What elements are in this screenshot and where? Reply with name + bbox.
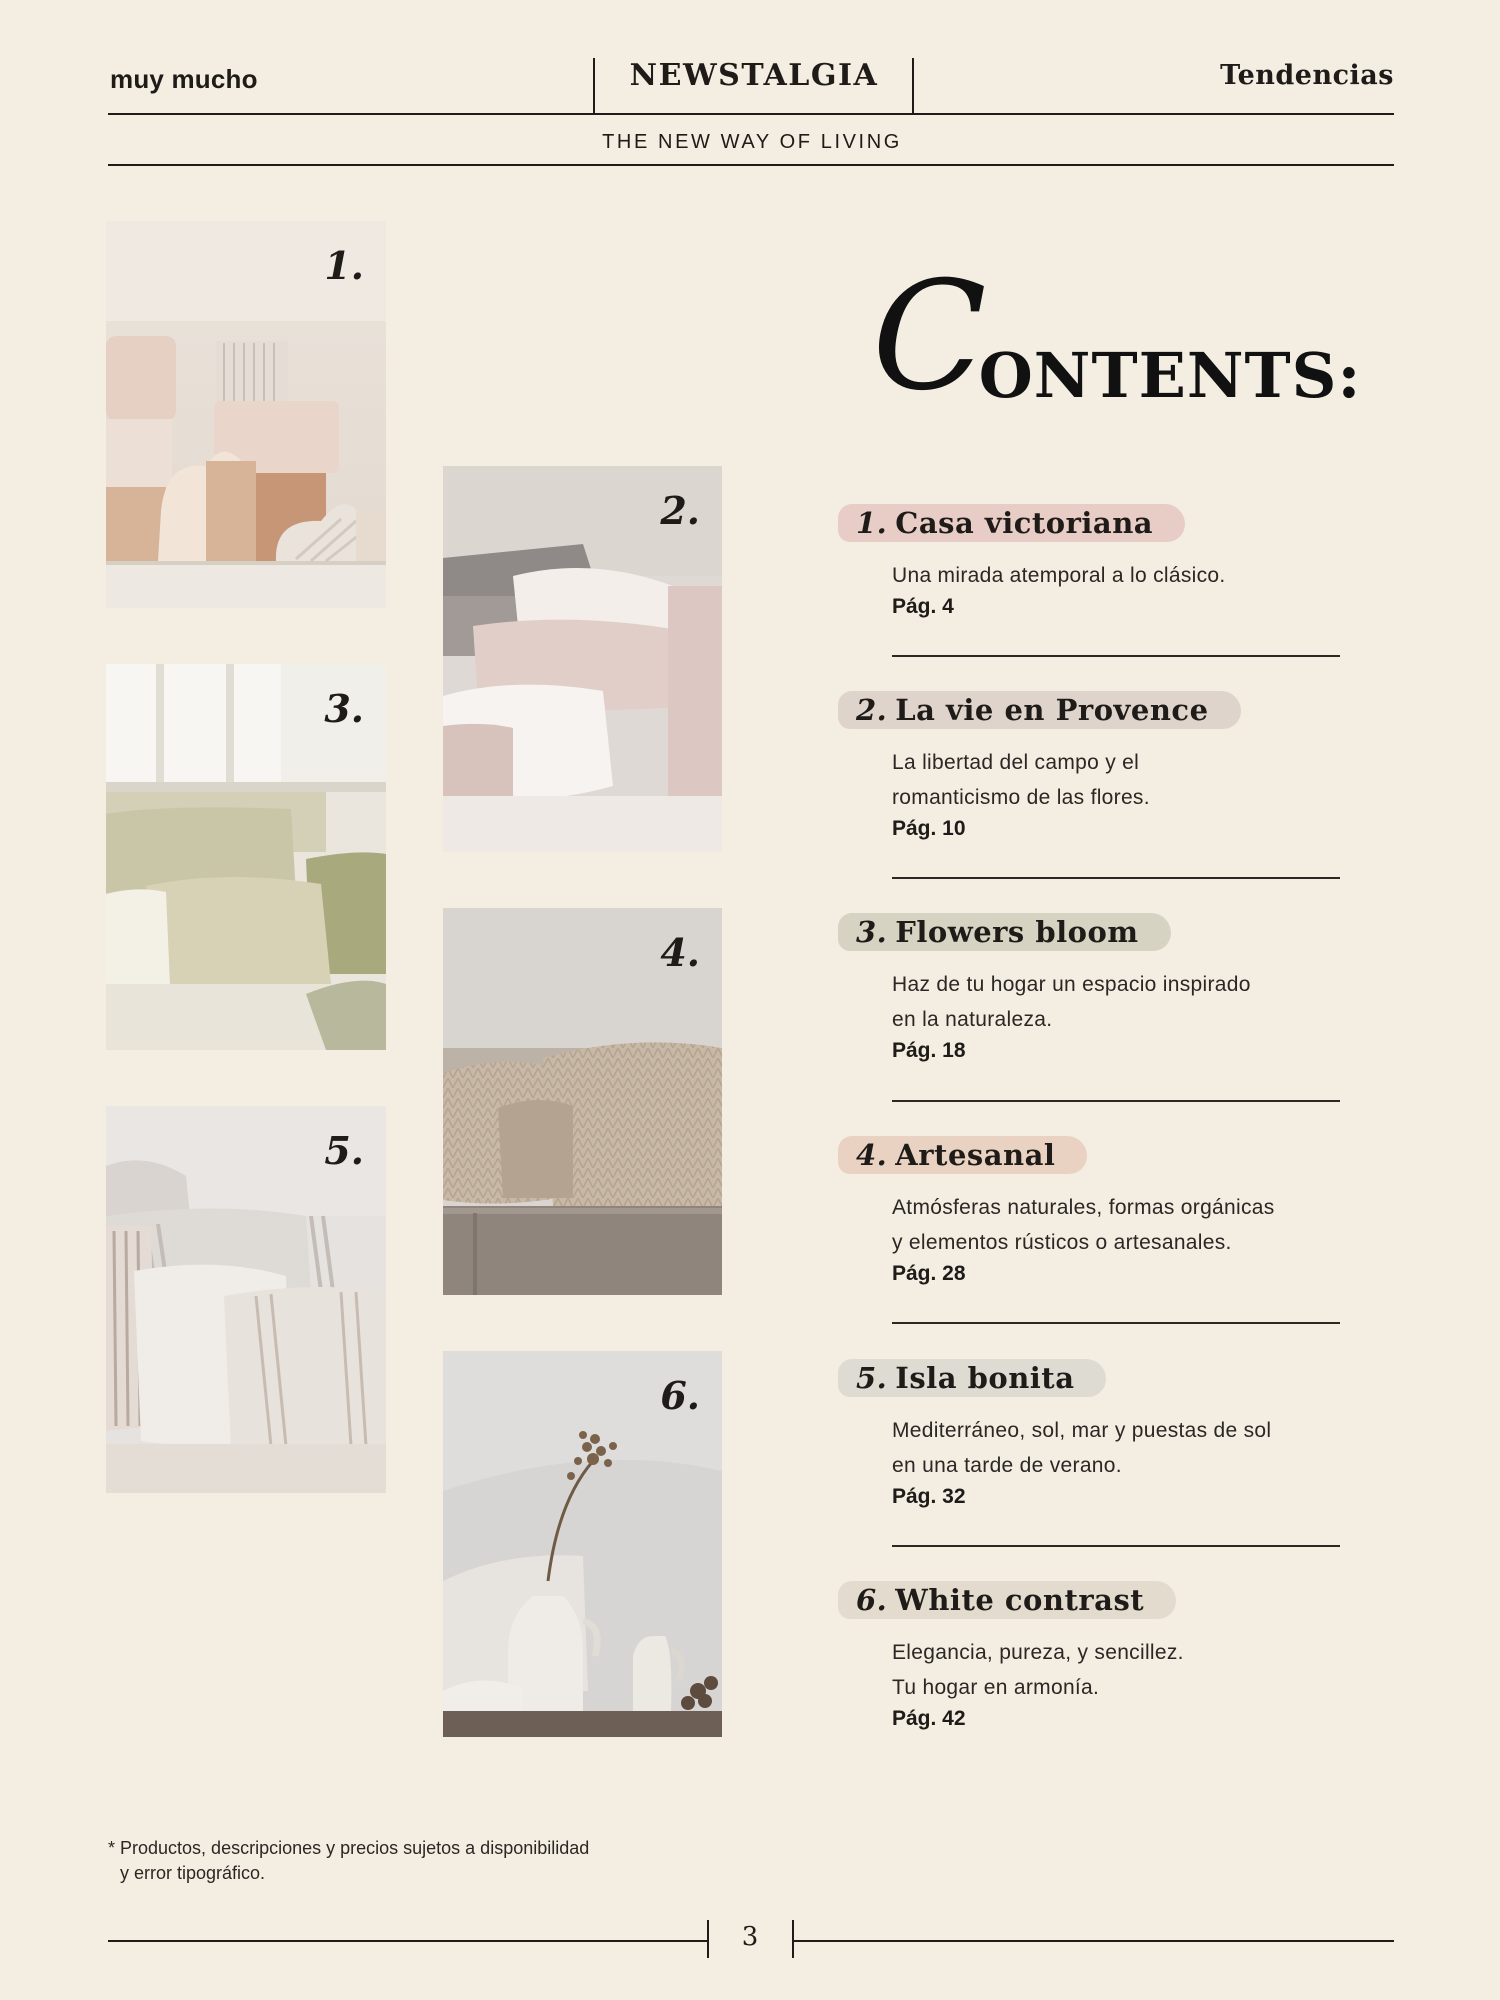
toc-description-line: Tu hogar en armonía.	[892, 1676, 1100, 1699]
photo-number: 2.	[660, 488, 700, 533]
brand-name: muy mucho	[110, 64, 258, 94]
toc-number: 4.	[856, 1138, 888, 1172]
toc-title[interactable]	[856, 693, 1209, 727]
toc-separator	[892, 1545, 1340, 1547]
toc-entry-5[interactable]	[838, 1357, 1358, 1509]
toc-description-line: La libertad del campo y el	[892, 751, 1140, 774]
photo-number: 1.	[324, 243, 364, 288]
toc-title[interactable]	[856, 506, 1153, 540]
toc-description	[892, 1413, 1358, 1483]
toc-separator	[892, 877, 1340, 879]
tagline: THE NEW WAY OF LIVING	[602, 131, 902, 153]
photo-6-white-contrast[interactable]	[443, 1351, 722, 1737]
footnote	[108, 1836, 589, 1886]
toc-description	[892, 1190, 1358, 1260]
toc-description	[892, 745, 1358, 815]
toc-title-highlight	[838, 1579, 1176, 1621]
toc-page-ref: Pág. 18	[892, 1039, 966, 1062]
toc-entry-1[interactable]	[838, 502, 1358, 619]
toc-title-text: Artesanal	[895, 1138, 1056, 1172]
toc-title-highlight	[838, 911, 1171, 953]
toc-title-text: Casa victoriana	[895, 506, 1154, 540]
toc-separator	[892, 1100, 1340, 1102]
toc-description-line: Una mirada atemporal a lo clásico.	[892, 564, 1226, 587]
toc-separator	[892, 1322, 1340, 1324]
toc-title[interactable]	[856, 1361, 1074, 1395]
page-number: 3	[741, 1922, 759, 1952]
header-rule-top	[108, 113, 1394, 115]
toc-title-highlight	[838, 1357, 1106, 1399]
toc-separator	[892, 655, 1340, 657]
toc-description-line: Mediterráneo, sol, mar y puestas de sol	[892, 1419, 1272, 1442]
toc-title-text: La vie en Provence	[895, 693, 1209, 727]
toc-title-highlight	[838, 502, 1185, 544]
photo-number: 3.	[324, 686, 364, 731]
contents-heading	[872, 250, 1362, 424]
toc-entry-4[interactable]	[838, 1134, 1358, 1286]
toc-title[interactable]	[856, 1138, 1055, 1172]
footer-rule-left	[108, 1940, 708, 1942]
toc-description-line: Elegancia, pureza, y sencillez.	[892, 1641, 1184, 1664]
footnote-line-2: y error tipográfico.	[120, 1863, 266, 1883]
toc-title-text: White contrast	[895, 1583, 1145, 1617]
toc-title-highlight	[838, 689, 1241, 731]
toc-description-line: Atmósferas naturales, formas orgánicas	[892, 1196, 1275, 1219]
toc-title-highlight	[838, 1134, 1087, 1176]
photo-number: 6.	[660, 1373, 700, 1418]
toc-description	[892, 1635, 1358, 1705]
toc-number: 1.	[856, 506, 888, 540]
toc-page-ref: Pág. 28	[892, 1262, 966, 1285]
section-label: Tendencias	[1220, 60, 1394, 91]
toc-description-line: en la naturaleza.	[892, 1008, 1053, 1031]
photo-2-la-vie-en-provence[interactable]	[443, 466, 722, 852]
photo-number: 4.	[660, 930, 700, 975]
toc-entry-3[interactable]	[838, 911, 1358, 1063]
header-divider-right	[912, 58, 914, 114]
photo-5-isla-bonita[interactable]	[106, 1106, 386, 1493]
toc-page-ref: Pág. 32	[892, 1485, 966, 1508]
toc-number: 2.	[856, 693, 888, 727]
contents-heading-rest: ONTENTS:	[978, 339, 1362, 412]
toc-number: 3.	[856, 915, 888, 949]
toc-page-ref: Pág. 10	[892, 817, 966, 840]
toc-entry-6[interactable]	[838, 1579, 1358, 1731]
toc-description	[892, 967, 1358, 1037]
photo-1-casa-victoriana[interactable]	[106, 221, 386, 608]
toc-description-line: en una tarde de verano.	[892, 1454, 1122, 1477]
toc-description	[892, 558, 1358, 593]
toc-title[interactable]	[856, 915, 1139, 949]
photo-4-artesanal[interactable]	[443, 908, 722, 1295]
toc-title-text: Isla bonita	[895, 1361, 1075, 1395]
toc-description-line: romanticismo de las flores.	[892, 786, 1150, 809]
photo-number: 5.	[324, 1128, 364, 1173]
footer-divider-right	[792, 1920, 794, 1958]
toc-title-text: Flowers bloom	[895, 915, 1139, 949]
toc-number: 6.	[856, 1583, 888, 1617]
toc-page-ref: Pág. 4	[892, 595, 954, 618]
toc-entry-2[interactable]	[838, 689, 1358, 841]
magazine-title: NEWSTALGIA	[629, 58, 879, 93]
toc-number: 5.	[856, 1361, 888, 1395]
footer-rule-right	[793, 1940, 1394, 1942]
header-rule-bottom	[108, 164, 1394, 166]
toc-page-ref: Pág. 42	[892, 1707, 966, 1730]
photo-3-flowers-bloom[interactable]	[106, 664, 386, 1050]
toc-title[interactable]	[856, 1583, 1144, 1617]
toc-description-line: Haz de tu hogar un espacio inspirado	[892, 973, 1251, 996]
contents-heading-initial: C	[872, 250, 987, 424]
toc-description-line: y elementos rústicos o artesanales.	[892, 1231, 1232, 1254]
footnote-line-1: * Productos, descripciones y precios sujetos a disponibilidad	[108, 1838, 590, 1858]
